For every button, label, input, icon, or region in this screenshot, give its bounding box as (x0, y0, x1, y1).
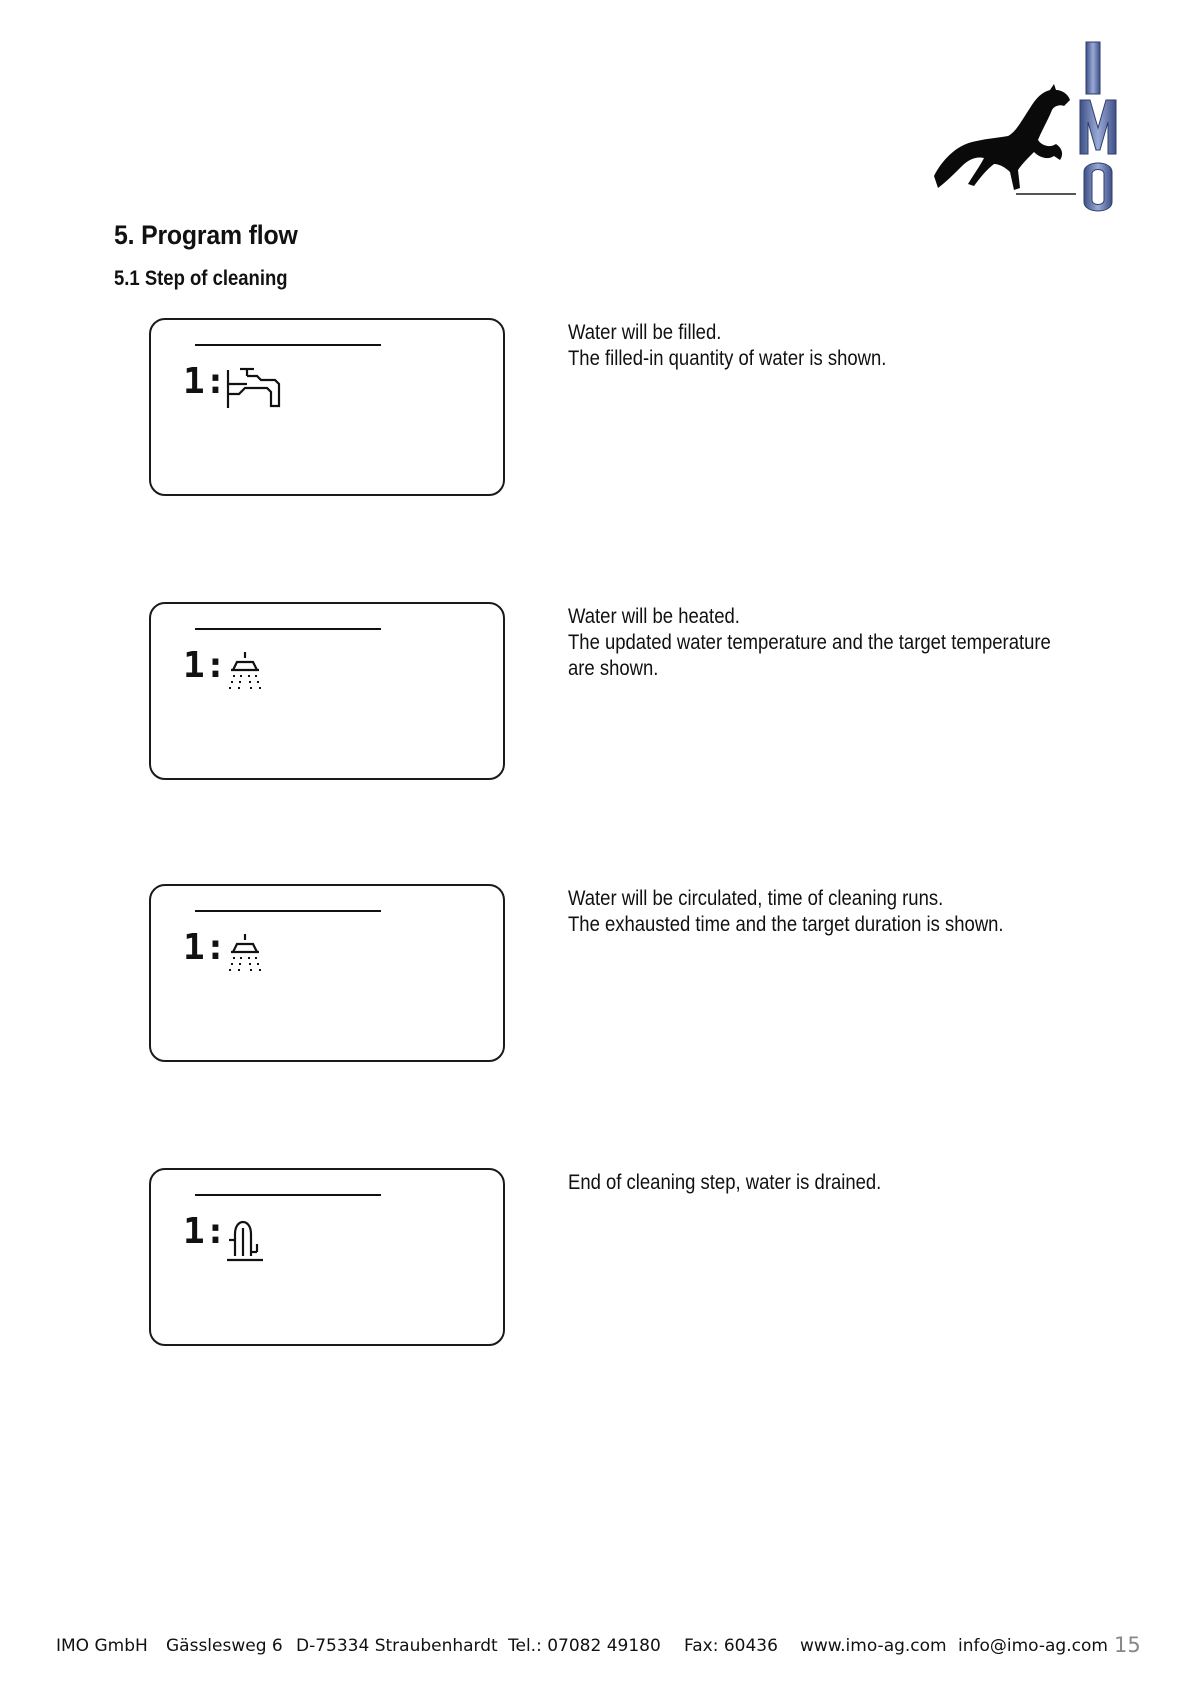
step-water-circulate (0, 884, 1191, 1074)
step-description: Water will be circulated, time of cleaning runs. The exhausted time and the target duration is shown. (568, 887, 1004, 936)
drain-icon (225, 1214, 281, 1264)
heating-shower-icon (225, 648, 281, 698)
footer-fax: Fax: 60436 (684, 1636, 778, 1656)
step-water-heat (0, 602, 1191, 792)
step-description: End of cleaning step, water is drained. (568, 1171, 882, 1194)
footer-email[interactable]: info@imo-ag.com (958, 1636, 1108, 1656)
lcd-display (149, 1168, 505, 1346)
lcd-step-number: 1: (183, 645, 227, 686)
section-title: 5. Program flow (114, 220, 298, 250)
step-water-fill (0, 318, 1191, 508)
footer-web[interactable]: www.imo-ag.com (800, 1636, 947, 1656)
imo-logo (924, 38, 1134, 228)
circulation-shower-icon (225, 930, 281, 980)
water-tap-icon (225, 364, 281, 414)
lcd-step-number: 1: (183, 927, 227, 968)
lcd-step-number: 1: (183, 361, 227, 402)
page-number: 15 (1114, 1633, 1141, 1657)
subsection-title: 5.1 Step of cleaning (114, 267, 288, 290)
page-footer (56, 1633, 1141, 1662)
lcd-display (149, 602, 505, 780)
footer-city: D-75334 Straubenhardt (296, 1636, 498, 1656)
lcd-display (149, 884, 505, 1062)
lcd-step-number: 1: (183, 1211, 227, 1252)
lcd-top-line (195, 1194, 381, 1196)
footer-street: Gässlesweg 6 (166, 1636, 283, 1656)
lcd-display (149, 318, 505, 496)
horse-logo-icon (934, 84, 1076, 194)
step-water-drain (0, 1168, 1191, 1358)
lcd-top-line (195, 628, 381, 630)
lcd-top-line (195, 910, 381, 912)
lcd-top-line (195, 344, 381, 346)
footer-tel: Tel.: 07082 49180 (508, 1636, 661, 1656)
step-description: Water will be heated. The updated water temperature and the target temperature are shown. (568, 605, 1051, 680)
footer-company: IMO GmbH (56, 1636, 148, 1656)
imo-letters (1080, 42, 1116, 211)
step-description: Water will be filled. The filled-in quantity of water is shown. (568, 321, 887, 370)
